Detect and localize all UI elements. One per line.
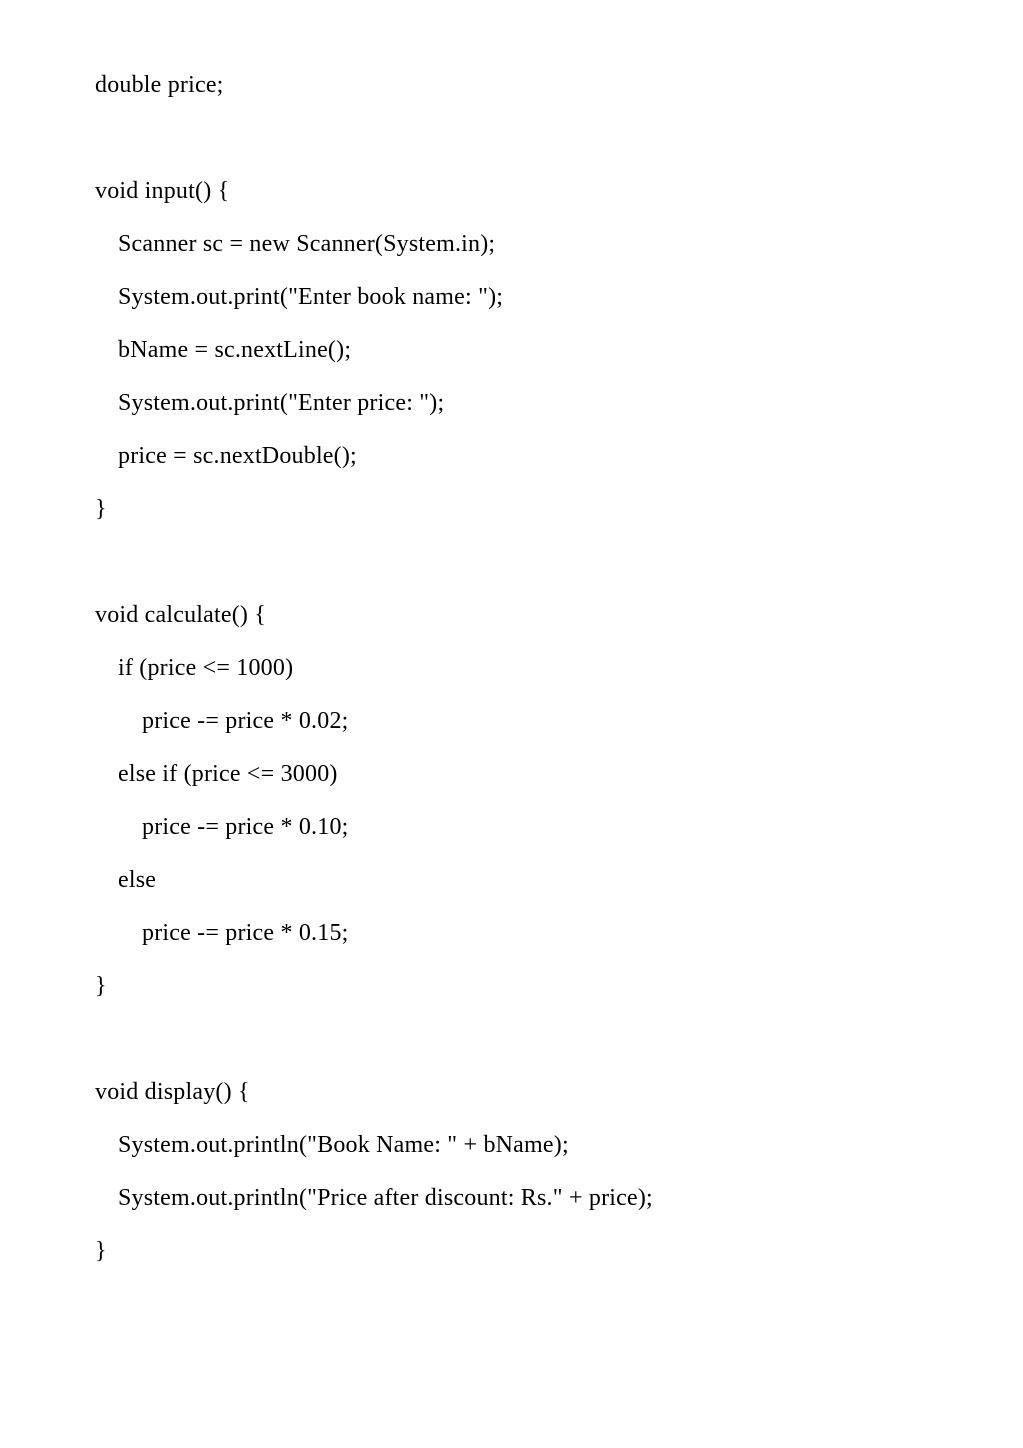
code-line: price -= price * 0.10; bbox=[142, 814, 349, 840]
blank-line bbox=[95, 112, 983, 165]
code-line: } bbox=[95, 973, 107, 999]
code-line: price -= price * 0.15; bbox=[142, 920, 349, 946]
code-line: Scanner sc = new Scanner(System.in); bbox=[118, 231, 496, 257]
code-block bbox=[95, 59, 983, 1278]
code-line: price = sc.nextDouble(); bbox=[118, 443, 357, 469]
code-line: else if (price <= 3000) bbox=[118, 761, 338, 787]
code-line: } bbox=[95, 1238, 107, 1264]
code-line: System.out.print("Enter price: "); bbox=[118, 390, 445, 416]
code-line: void input() { bbox=[95, 178, 230, 204]
code-line: bName = sc.nextLine(); bbox=[118, 337, 352, 363]
code-line: void calculate() { bbox=[95, 602, 267, 628]
blank-line bbox=[95, 536, 983, 589]
code-line: System.out.println("Book Name: " + bName); bbox=[118, 1132, 569, 1158]
code-line: System.out.print("Enter book name: "); bbox=[118, 284, 504, 310]
code-line: } bbox=[95, 496, 107, 522]
code-line: else bbox=[118, 867, 157, 893]
blank-line bbox=[95, 1013, 983, 1066]
code-line: if (price <= 1000) bbox=[118, 655, 294, 681]
code-line: void display() { bbox=[95, 1079, 250, 1105]
code-line: double price; bbox=[95, 72, 224, 98]
code-line: price -= price * 0.02; bbox=[142, 708, 349, 734]
code-line: System.out.println("Price after discount: Rs." + price); bbox=[118, 1185, 653, 1211]
